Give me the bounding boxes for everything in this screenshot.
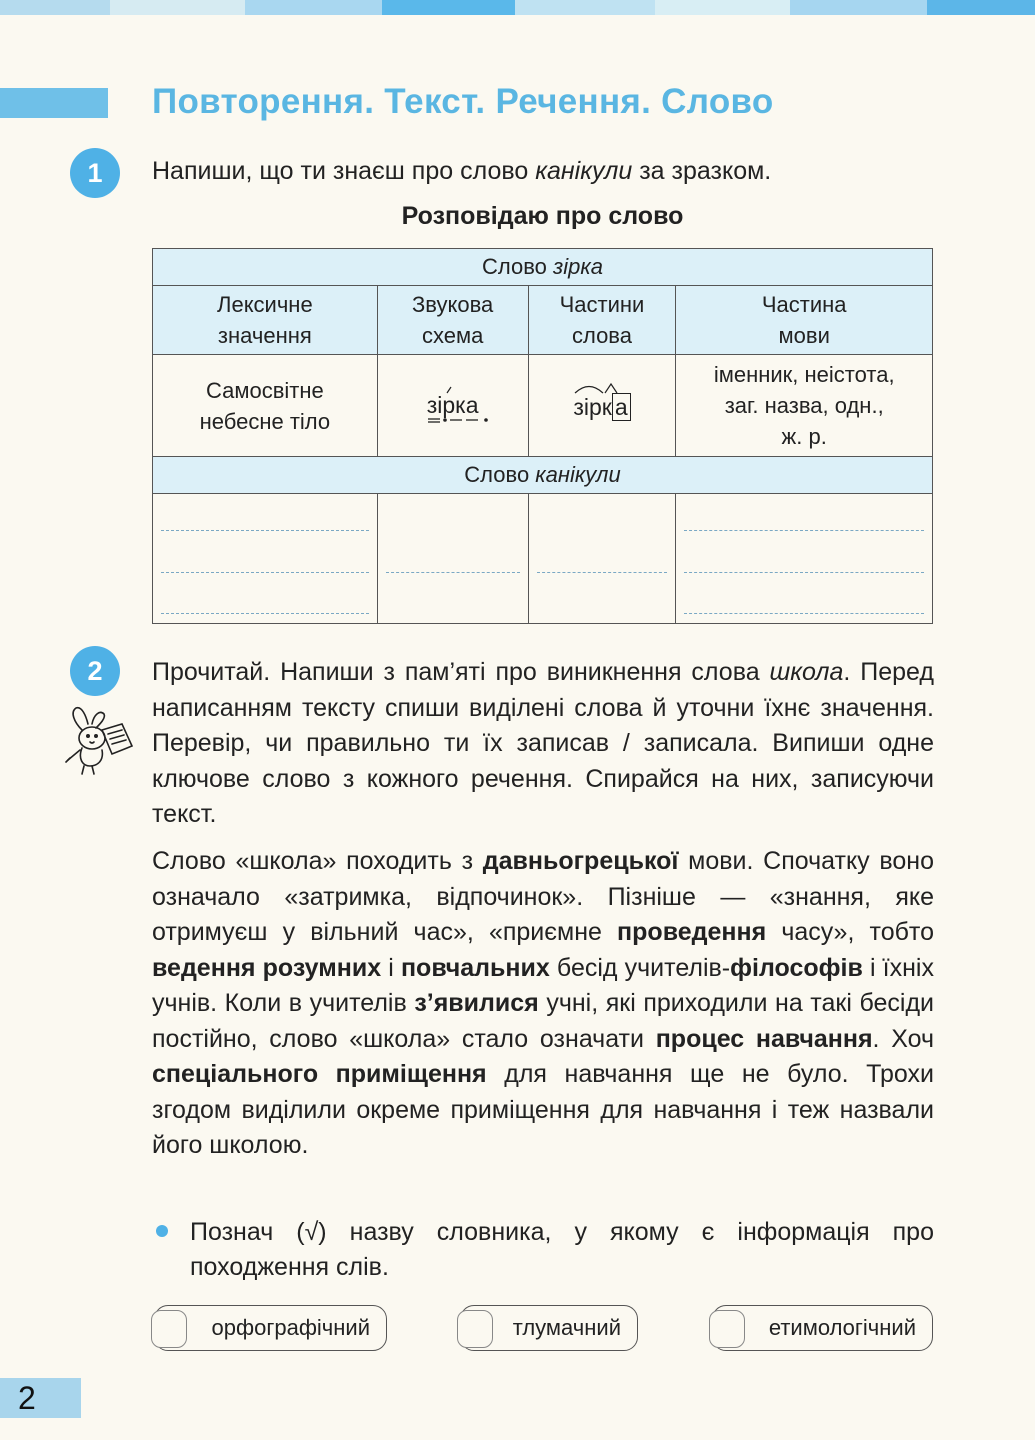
instruction-text: за зразком. [632,157,772,185]
passage-text: мови. Спочатку воно означало «затримка, відпочинок». Пізніше — «знання, яке отримуєш у вільний час», «приємне [152,847,934,946]
sample-part-of-speech [676,355,933,457]
highlighted-word: проведення [617,918,767,946]
morpheme-marks-icon [573,380,639,394]
highlighted-word: спеціального приміщення [152,1060,487,1088]
sample-sound-scheme [377,355,528,457]
page-number: 2 [0,1378,81,1418]
writing-line[interactable] [386,572,520,573]
col-label: Частини [559,292,645,317]
passage-text: і їхніх учнів. Коли в учителів [152,953,934,1017]
col-label: слова [571,323,632,348]
stress-mark-icon [445,386,453,394]
column-header-part-of-speech [676,286,933,355]
answer-part-of-speech-cell[interactable] [676,494,933,624]
pos-line: ж. р. [781,424,827,449]
passage-text: часу», тобто [766,918,934,946]
writing-line[interactable] [537,572,668,573]
writing-line[interactable] [684,572,924,573]
col-label: схема [421,323,484,348]
header-prefix: Слово [464,462,536,487]
passage-text: учні, які приходили на такі бесіди постійно, слово «школа» стало означати [152,989,934,1053]
option-etymological-dictionary[interactable] [712,1305,933,1351]
col-label: значення [217,323,312,348]
column-header-meaning [153,286,378,355]
checkbox[interactable] [151,1310,187,1348]
writing-line[interactable] [161,572,369,573]
word-parts-word [573,388,630,423]
column-header-word-parts [528,286,676,355]
stripe-segment [790,0,927,15]
stripe-segment [245,0,382,15]
top-color-stripe [0,0,1035,15]
option-explanatory-dictionary[interactable] [460,1305,638,1351]
word-stem: зірк [573,394,612,420]
stripe-segment [110,0,245,15]
writing-line[interactable] [684,613,924,614]
instruction-text: Напиши, що ти знаєш про слово [152,157,536,185]
stripe-segment [655,0,790,15]
stripe-segment [382,0,515,15]
writing-line[interactable] [161,530,369,531]
instruction-text: Прочитай. Напиши з пам’яті про виникнення слова [152,658,770,686]
title-accent-bar [0,88,108,118]
dictionary-question: Познач (√) назву словника, у якому є інформація про походження слів. [190,1218,934,1281]
page-title: Повторення. Текст. Речення. Слово [152,82,774,121]
pos-line: іменник, неістота, [713,362,895,387]
task-number-badge: 2 [70,646,120,696]
answer-meaning-cell[interactable] [153,494,378,624]
option-label: тлумачний [512,1315,621,1340]
sample-word-parts [528,355,676,457]
header-prefix: Слово [482,254,553,279]
stripe-segment [0,0,110,15]
word-analysis-table [152,248,933,624]
exercise-word-header [153,457,933,494]
highlighted-word: філософів [730,953,863,982]
instruction-keyword: школа [769,658,844,686]
meaning-line: Самосвітне [205,377,324,403]
col-label: Лексичне [217,292,313,317]
column-header-sound-scheme [377,286,528,355]
header-word: зірка [553,254,603,279]
option-orthographic-dictionary[interactable] [154,1305,387,1351]
answer-word-parts-cell[interactable] [528,494,676,624]
pos-line: заг. назва, одн., [724,393,884,418]
highlighted-word: ведення розумних [152,953,382,982]
writing-line[interactable] [684,530,924,531]
answer-sound-scheme-cell[interactable] [377,494,528,624]
highlighted-word: процес навчання [655,1024,873,1053]
bunny-reading-icon [60,700,138,776]
col-label: мови [778,323,830,348]
sound-scheme-word [427,390,479,421]
highlighted-word: повчальних [400,953,550,982]
col-label: Частина [761,292,847,317]
passage-text: для навчання ще не було. Трохи згодом виділили окреме приміщення для навчання і теж назвали його школою. [152,1060,934,1159]
word-ending: а [612,393,631,421]
passage-text: Слово «школа» походить з [152,847,483,875]
passage-text: . Хоч [872,1024,934,1053]
stripe-segment [927,0,1035,15]
scheme-text: зірка [426,392,479,418]
passage-text: і [381,953,401,982]
highlighted-word: давньогрецької [482,847,679,875]
checkbox[interactable] [457,1310,493,1348]
table-heading: Розповідаю про слово [401,202,684,230]
sample-word-header [153,249,933,286]
option-label: орфографічний [211,1315,370,1340]
bullet-icon [156,1225,168,1237]
task-number-badge: 1 [70,148,120,198]
instruction-keyword: канікули [535,157,633,185]
passage-text: бесід учителів- [549,953,731,982]
writing-line[interactable] [161,613,369,614]
reading-passage [152,844,934,1164]
col-label: Звукова [412,292,494,317]
sample-meaning [153,355,378,457]
option-label: етимологічний [768,1315,916,1340]
task2-instruction [152,655,934,833]
header-word: канікули [535,462,621,487]
meaning-line: небесне тіло [199,408,331,434]
sound-scheme-marks-icon [427,416,493,428]
stripe-segment [515,0,655,15]
checkbox[interactable] [709,1310,745,1348]
task1-instruction [152,154,771,189]
instruction-text: . Перед написанням тексту спиши виділені слова й уточни їхнє значення. Перевір, чи правильно ти їх записав / записала. Випиши одне ключове слово з кожного речення. Спирайся на них, записуючи текст. [152,658,934,828]
highlighted-word: з’явилися [414,989,539,1017]
